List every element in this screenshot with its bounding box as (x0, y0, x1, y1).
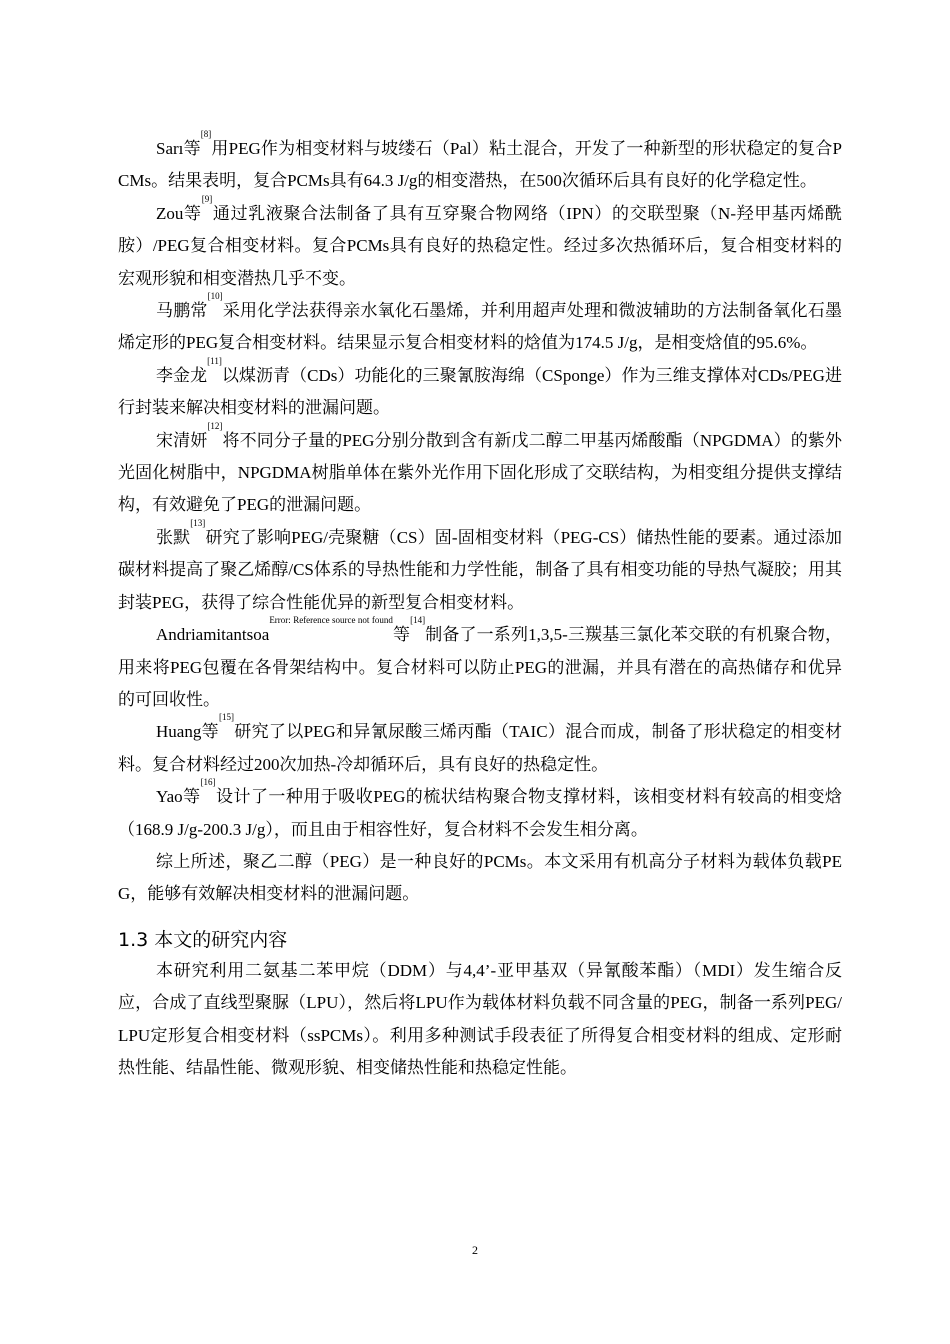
page-number: 2 (472, 1243, 478, 1257)
paragraph-huang (118, 712, 842, 781)
paragraph-text: 等 (392, 625, 411, 645)
section-heading: 1.3 本文的研究内容 (118, 928, 288, 951)
paragraph-research-content: 本研究利用二氨基二苯甲烷（DDM）与4,4’-亚甲基双（异氰酸苯酯）（MDI）发生缩合反应，合成了直线型聚脲（LPU），然后将LPU作为载体材料负载不同含量的PEG，制备一系列PEG/LPU定形复合相变材料（ssPCMs）。利用多种测试手段表征了所得复合相变材料的组成、定形耐热性能、结晶性能、微观形貌、相变储热性能和热稳定性能。 (118, 960, 842, 1077)
paragraph-text: 将不同分子量的PEG分别分散到含有新戊二醇二甲基丙烯酸酯（NPGDMA）的紫外光固化树脂中，NPGDMA树脂单体在紫外光作用下固化形成了交联结构，为相变组分提供支撑结构，有效避免了PEG的泄漏问题。 (118, 430, 843, 515)
paragraph-li (118, 355, 843, 425)
paragraph-text: 研究了以PEG和异氰尿酸三烯丙酯（TAIC）混合而成，制备了形状稳定的相变材料。复合材料经过200次加热-冷却循环后，具有良好的热稳定性。 (118, 722, 842, 774)
paragraph-text: 马鹏常 (156, 301, 208, 321)
paragraph-text: Zou等 (156, 203, 202, 223)
citation-8: [8] (200, 129, 212, 139)
paragraph-andriamitantsoa (118, 615, 842, 716)
citation-14: [14] (410, 615, 426, 626)
citation-15: [15] (218, 712, 234, 723)
paragraph-text: 以煤沥青（CDs）功能化的三聚氰胺海绵（CSponge）作为三维支撑体对CDs/PEG进行封装来解决相变材料的泄漏问题。 (118, 365, 843, 418)
paragraph-text: Sarı等 (156, 139, 201, 158)
citation-10: [10] (207, 291, 223, 302)
citation-16: [16] (200, 777, 216, 788)
paragraph-text: 张默 (156, 527, 191, 547)
paragraph-text: 综上所述，聚乙二醇（PEG）是一种良好的PCMs。本文采用有机高分子材料为载体负载PEG，能够有效解决相变材料的泄漏问题。 (118, 851, 842, 904)
citation-11: [11] (207, 355, 222, 366)
paragraph-zou (118, 193, 842, 295)
paragraph-zhang (118, 517, 842, 619)
paragraph-text: Huang等 (156, 722, 219, 742)
paragraph-text: 通过乳液聚合法制备了具有互穿聚合物网络（IPN）的交联型聚（N-羟甲基丙烯酰胺）/PEG复合相变材料。复合PCMs具有良好的热稳定性。经过多次热循环后，复合相变材料的宏观形貌和相变潜热几乎不变。 (118, 203, 842, 288)
citation-12: [12] (207, 420, 223, 431)
citation-9: [9] (201, 193, 213, 204)
citation-13: [13] (190, 517, 206, 528)
reference-error-note: Error: Reference source not found (269, 615, 393, 626)
paragraph-text: 研究了影响PEG/壳聚糖（CS）固-固相变材料（PEG-CS）储热性能的要素。通过添加碳材料提高了聚乙烯醇/CS体系的导热性能和力学性能，制备了具有相变功能的导热气凝胶；用其封装PEG，获得了综合性能优异的新型复合相变材料。 (118, 527, 842, 612)
paragraph-text: 设计了一种用于吸收PEG的梳状结构聚合物支撑材料，该相变材料有较高的相变焓（168.9 J/g-200.3 J/g），而且由于相容性好，复合材料不会发生相分离。 (118, 787, 842, 839)
paragraph-text: Yao等 (156, 787, 201, 807)
paragraph-text: Andriamitantsoa (156, 625, 270, 645)
paragraph-ma (118, 291, 843, 360)
paragraph-text: 用PEG作为相变材料与坡缕石（Pal）粘土混合，开发了一种新型的形状稳定的复合PCMs。结果表明，复合PCMs具有64.3 J/g的相变潜热，在500次循环后具有良好的化学稳定性。 (118, 139, 842, 191)
body-text (118, 129, 843, 1084)
paragraph-text: 制备了一系列1,3,5-三羰基三氯化苯交联的有机聚合物，用来将PEG包覆在各骨架结构中。复合材料可以防止PEG的泄漏，并具有潜在的高热储存和优异的可回收性。 (118, 625, 842, 709)
paragraph-text: 李金龙 (156, 365, 208, 385)
paragraph-song (118, 420, 843, 522)
paragraph-text: 采用化学法获得亲水氧化石墨烯，并利用超声处理和微波辅助的方法制备氧化石墨烯定形的PEG复合相变材料。结果显示复合相变材料的焓值为174.5 J/g，是相变焓值的95.6%。 (118, 301, 843, 353)
paragraph-text: 宋清妍 (156, 430, 208, 450)
paragraph-summary (118, 846, 842, 911)
paragraph-yao (118, 777, 842, 846)
paragraph-sari (118, 129, 842, 198)
